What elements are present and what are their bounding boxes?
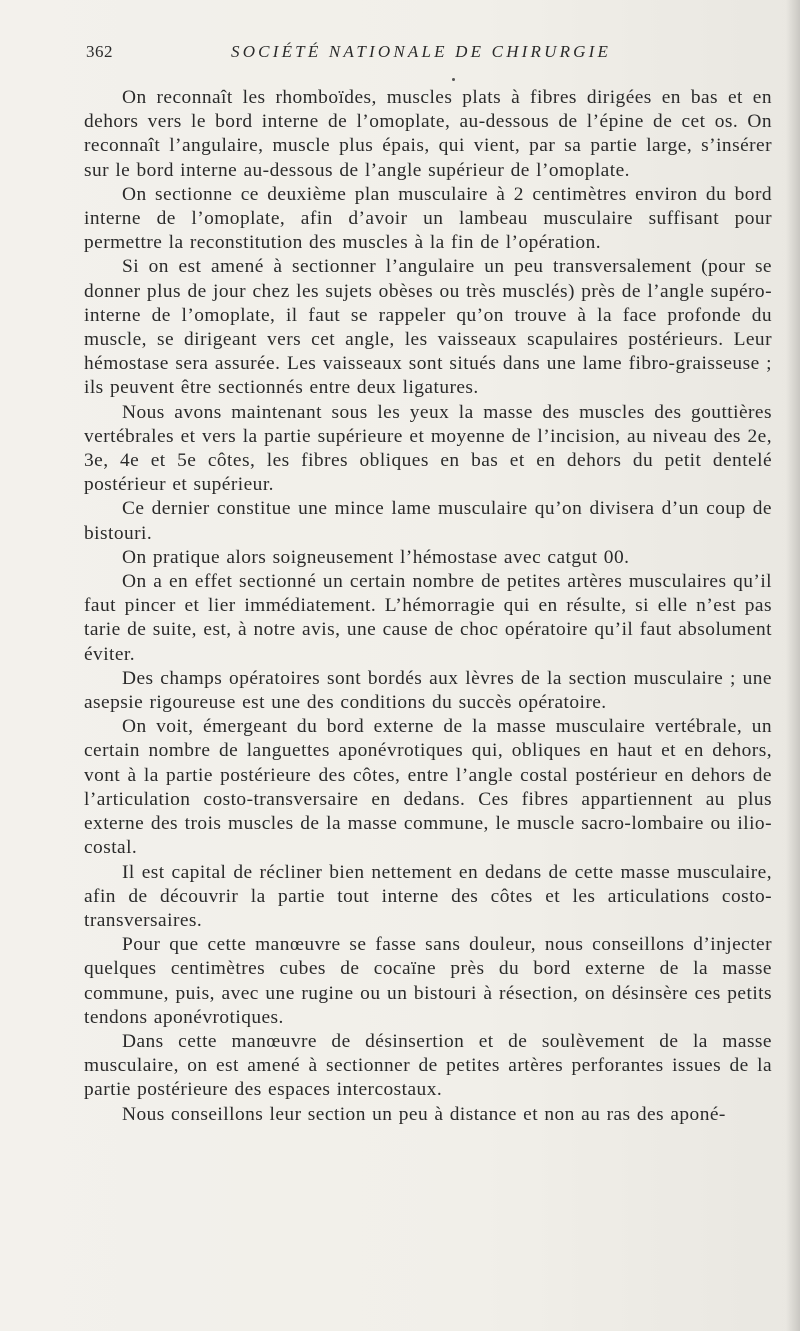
page-header bbox=[86, 42, 776, 68]
paragraph: Si on est amené à sectionner l’angulaire un peu transversalement (pour se donner plus de jour chez les sujets obèses ou très musclés) près de l’angle supéro-interne de l’omoplate, il faut se rappeler qu’on trouve à la face profonde du muscle, se dirigeant vers cet angle, les vaisseaux scapulaires postérieurs. Leur hémostase sera assurée. Les vaisseaux sont situés dans une lame fibro-graisseuse ; ils peuvent être sectionnés entre deux ligatures. bbox=[84, 256, 772, 399]
paragraph: Des champs opératoires sont bordés aux lèvres de la section musculaire ; une asepsie rigoureuse est une des conditions du succès opératoire. bbox=[84, 667, 772, 714]
paragraph: Nous conseillons leur section un peu à distance et non au ras des aponé- bbox=[122, 1103, 726, 1125]
paragraph: On a en effet sectionné un certain nombre de petites artères musculaires qu’il faut pincer et lier immédiatement. L’hémorragie qui en résulte, si elle n’est pas tarie de suite, est, à notre avis, une cause de choc opératoire qu’il faut absolument éviter. bbox=[84, 571, 772, 665]
paragraph: Pour que cette manœuvre se fasse sans douleur, nous conseillons d’injecter quelques centimètres cubes de cocaïne près du bord externe de la masse commune, puis, avec une rugine ou un bistouri à résection, on désinsère ces petits tendons aponévrotiques. bbox=[84, 934, 772, 1028]
body-text bbox=[84, 86, 772, 1127]
paragraph: Nous avons maintenant sous les yeux la masse des muscles des gouttières vertébrales et vers la partie supérieure et moyenne de l’incision, au niveau des 2e, 3e, 4e et 5e côtes, les fibres obliques en bas et en dehors du petit dentelé postérieur et supérieur. bbox=[84, 401, 772, 496]
paragraph: Il est capital de récliner bien nettement en dedans de cette masse musculaire, afin de découvrir la partie tout interne des côtes et les articulations costo-transversaires. bbox=[84, 861, 772, 931]
paragraph: On sectionne ce deuxième plan musculaire à 2 centimètres environ du bord interne de l’omoplate, afin d’avoir un lambeau musculaire suffisant pour permettre la reconstitution des muscles à la fin de l’opération. bbox=[84, 183, 772, 254]
paragraph: On voit, émergeant du bord externe de la masse musculaire vertébrale, un certain nombre de languettes aponévrotiques qui, obliques en haut et en dehors, vont à la partie postérieure des côtes, entre l’angle costal postérieur en dehors de l’articulation costo-transversaire en dedans. Ces fibres appartiennent au plus externe des trois muscles de la masse commune, le muscle sacro-lombaire ou ilio-costal. bbox=[84, 716, 772, 859]
paragraph: On reconnaît les rhomboïdes, muscles plats à fibres dirigées en bas et en dehors vers le bord interne de l’omoplate, au-dessous de l’épine de cet os. On reconnaît l’angulaire, muscle plus épais, qui vient, par sa partie large, s’insérer sur le bord interne au-dessous de l’angle supérieur de l’omoplate. bbox=[84, 87, 772, 181]
page-edge-shadow bbox=[786, 0, 800, 1331]
paragraph: On pratique alors soigneusement l’hémostase avec catgut 00. bbox=[122, 546, 630, 568]
page-number: 362 bbox=[86, 42, 113, 61]
print-speck bbox=[452, 78, 455, 81]
running-head: SOCIÉTÉ NATIONALE DE CHIRURGIE bbox=[231, 42, 612, 61]
paragraph: Dans cette manœuvre de désinsertion et de soulèvement de la masse musculaire, on est amené à sectionner de petites artères perforantes issues de la partie postérieure des espaces intercostaux. bbox=[84, 1030, 772, 1101]
paragraph: Ce dernier constitue une mince lame musculaire qu’on divisera d’un coup de bistouri. bbox=[84, 498, 772, 544]
